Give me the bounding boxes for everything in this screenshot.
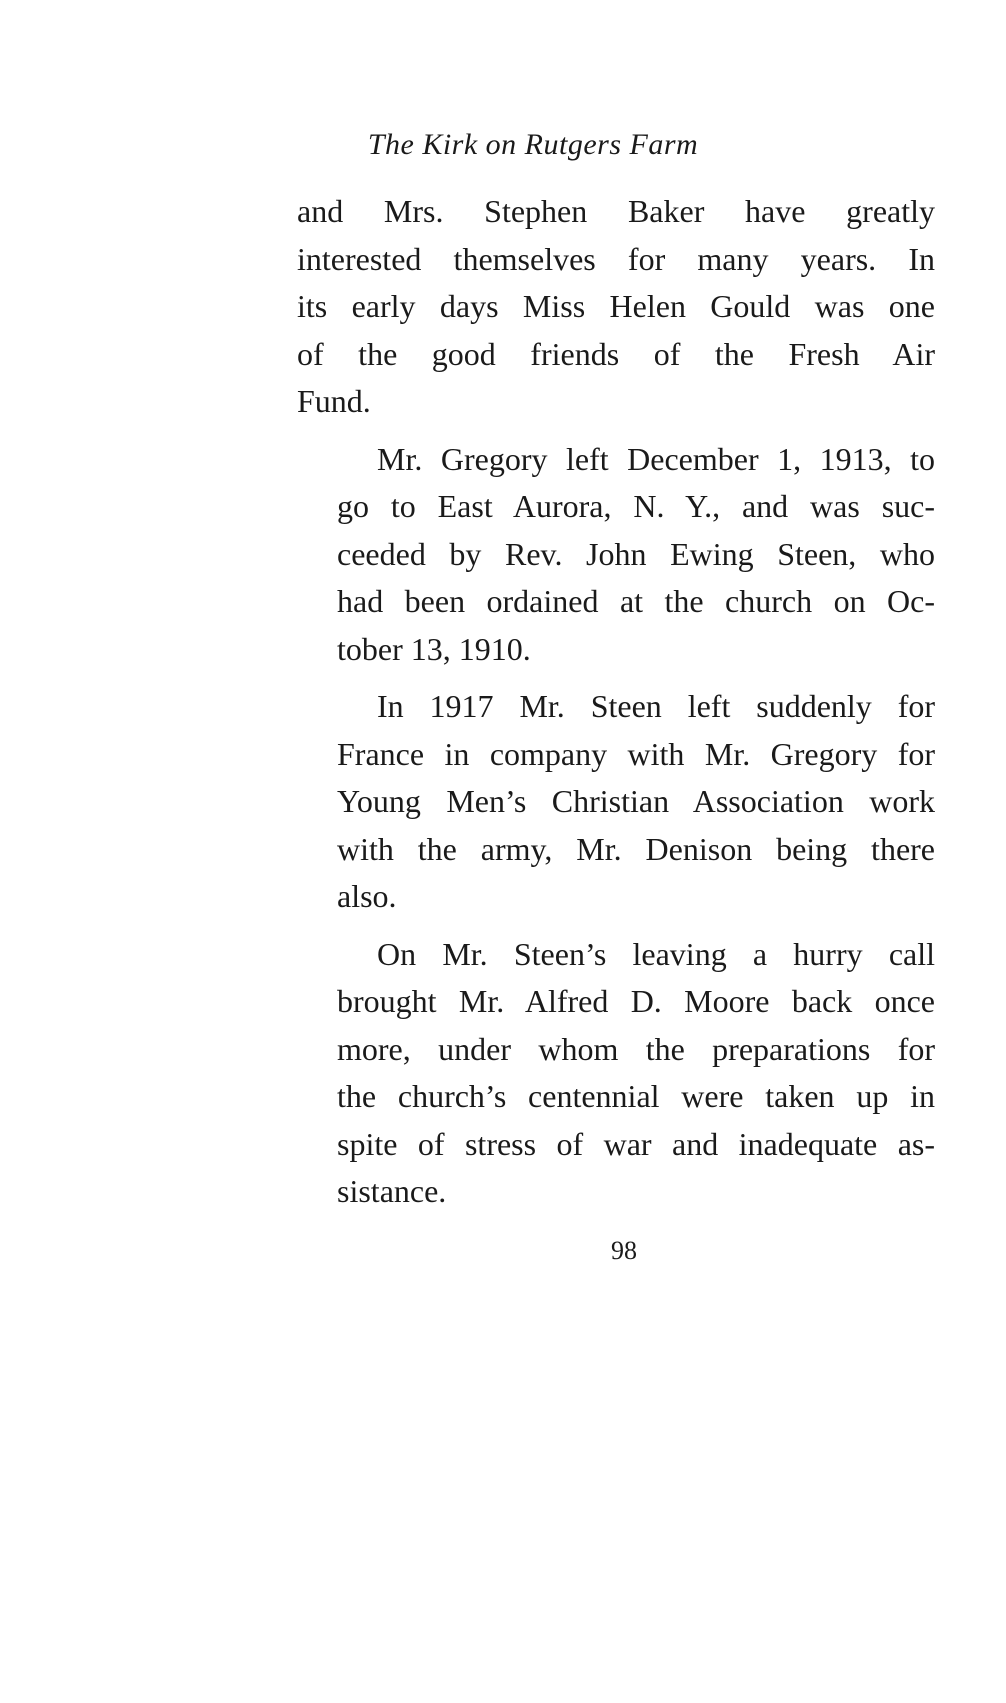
text-line: interested themselves for many years. In [297,240,935,277]
text-line: Young Men’s Christian Association work [337,783,935,819]
page-number: 98 [611,1236,637,1265]
text-line: the church’s centennial were taken up in [337,1078,935,1114]
text-line: had been ordained at the church on Oc- [337,583,935,619]
text-line: more, under whom the preparations for [337,1030,935,1067]
text-line: brought Mr. Alfred D. Moore back once [337,983,935,1019]
text-line: sistance. [337,1173,447,1209]
text-line: also. [337,878,397,914]
body-text [297,188,935,1216]
text-line: spite of stress of war and inadequate as- [337,1125,935,1162]
text-line: On Mr. Steen’s leaving a hurry call [377,935,935,972]
text-line: its early days Miss Helen Gould was one [297,288,935,324]
text-line: Mr. Gregory left December 1, 1913, to [377,440,935,477]
text-line: tober 13, 1910. [337,630,531,667]
paragraph [297,683,935,921]
text-line: with the army, Mr. Denison being there [337,830,935,867]
text-line: Fund. [297,383,371,419]
text-line: and Mrs. Stephen Baker have greatly [297,193,935,229]
text-line: France in company with Mr. Gregory for [337,735,935,772]
text-line: go to East Aurora, N. Y., and was suc- [337,488,935,524]
running-head: The Kirk on Rutgers Farm [367,128,699,161]
paragraph [297,436,935,674]
text-line: ceeded by Rev. John Ewing Steen, who [337,535,935,572]
paragraph [297,188,935,426]
paragraph [297,931,935,1216]
text-line: In 1917 Mr. Steen left suddenly for [377,688,935,724]
text-line: of the good friends of the Fresh Air [297,335,935,372]
